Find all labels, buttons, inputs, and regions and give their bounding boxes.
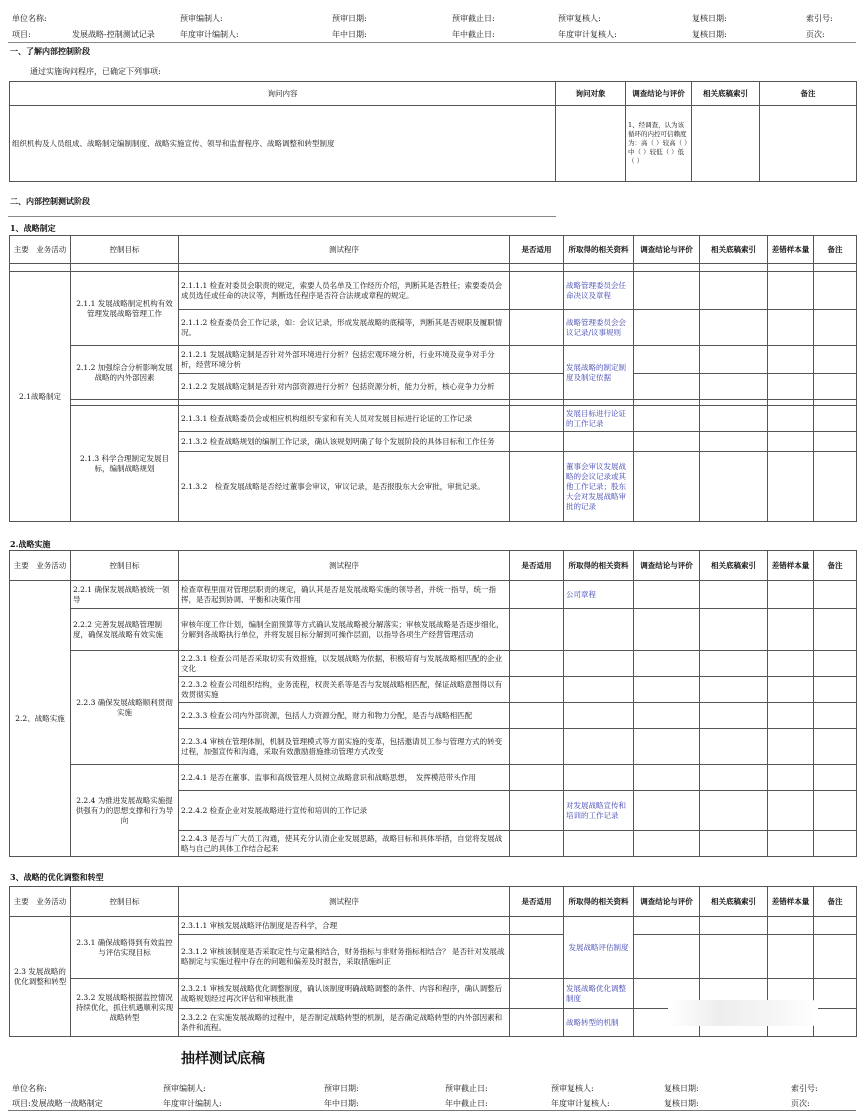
procedure-2-1-1-2: 2.1.1.2 检查委员会工作记录，如：会议记录，形成发展战略的底稿等，判断其是否规职及履职情况。 bbox=[179, 310, 510, 346]
sampling-sheet bbox=[8, 1041, 856, 1113]
col-content: 询问内容 bbox=[10, 82, 556, 106]
procedure-2-2-3-1: 2.2.3.1 检查公司是否采取切实有效措施，以发展战略为依据，积极培育与发展战略相匹配的企业文化 bbox=[179, 651, 510, 677]
procedure-2-1-1-1: 2.1.1.1 检查对委员会职责的规定，索要人员名单及工作经历介绍，判断其是否胜任；索要委员会成员选任或任命的决议等，判断选任程序是否符合法规或章程的规定。 bbox=[179, 272, 510, 310]
th-sample: 差错样本量 bbox=[768, 236, 814, 264]
inquiry-note bbox=[760, 106, 857, 182]
part1-title: 1、战略制定 bbox=[10, 223, 56, 233]
sampling-title: 抽样测试底稿 bbox=[181, 1051, 265, 1067]
th-objective: 控制目标 bbox=[71, 236, 179, 264]
footer-annual-deadline: 年中截止日: bbox=[445, 1099, 488, 1108]
footer-index-no: 索引号: bbox=[791, 1084, 818, 1093]
th-note: 备注 bbox=[814, 236, 857, 264]
th-procedure: 测试程序 bbox=[179, 551, 510, 581]
activity-2-2: 2.2、战略实施 bbox=[10, 581, 71, 857]
material-2-1-3-1: 发展目标进行论证的工作记录 bbox=[564, 406, 634, 432]
watermark bbox=[668, 1000, 818, 1026]
inquiry-conclusion: 1、经调查，认为该循环的内控可信赖度为：高（ ）较高（ ）中（ ）较低（ ）低（ ） bbox=[626, 106, 692, 182]
footer-pre-reviewer: 预审复核人: bbox=[551, 1084, 594, 1093]
material-2-3-1: 发展战略评估制度 bbox=[564, 917, 634, 979]
material-2-2-4: 对发展战略宣传和培训的工作记录 bbox=[564, 791, 634, 831]
part3-title: 3、战略的优化调整和转型 bbox=[10, 872, 104, 882]
procedure-2-2-3-4: 2.2.3.4 审核在管理体制，机制及管理模式等方面实施的变革，包括邀请员工参与管理方式的转变过程，加强宣传和沟通，采取有效激励措施推动管理方式改变 bbox=[179, 729, 510, 765]
footer-annual-reviewer: 年度审计复核人: bbox=[551, 1099, 610, 1108]
th-materials: 所取得的相关资料 bbox=[564, 887, 634, 917]
objective-2-2-1: 2.2.1 确保发展战略被统一领导 bbox=[71, 581, 179, 609]
footer-pre-preparer: 预审编制人: bbox=[163, 1084, 206, 1093]
material-2-2-1: 公司章程 bbox=[564, 581, 634, 609]
procedure-2-2-3-2: 2.2.3.2 检查公司组织结构，业务流程，权责关系等是否与发展战略相匹配，保证战略意图得以有效贯彻实施 bbox=[179, 677, 510, 703]
annual-reviewer: 年度审计复核人: bbox=[558, 30, 617, 39]
inquiry-table bbox=[9, 81, 857, 182]
material-2-3-2-2: 战略转型的机制 bbox=[564, 1009, 634, 1037]
material-2-1-1-2: 战略管理委员会会议记录/议事规则 bbox=[564, 310, 634, 346]
material-2-3-2-1: 发展战略优化调整制度 bbox=[564, 979, 634, 1009]
part2-title: 2.战略实施 bbox=[10, 539, 51, 549]
section2-title: 二、内部控制测试阶段 bbox=[10, 196, 90, 206]
th-sample: 差错样本量 bbox=[768, 887, 814, 917]
footer-pre-date: 预审日期: bbox=[324, 1084, 359, 1093]
th-note: 备注 bbox=[814, 551, 857, 581]
th-conclusion: 调查结论与评价 bbox=[634, 236, 700, 264]
footer-annual-date: 年中日期: bbox=[324, 1099, 359, 1108]
pre-deadline: 预审截止日: bbox=[452, 14, 495, 23]
footer-annual-preparer: 年度审计编制人: bbox=[163, 1099, 222, 1108]
procedure-2-3-2-1: 2.3.2.1 审核发展战略优化调整制度，确认该制度明确战略调整的条件、内容和程序，确认调整后战略规划经过再次评估和审核批准 bbox=[179, 979, 510, 1009]
th-materials: 所取得的相关资料 bbox=[564, 236, 634, 264]
unit-label: 单位名称: bbox=[12, 14, 47, 23]
procedure-2-2-4-3: 2.2.4.3 是否与广大员工沟通，使其充分认清企业发展思路，战略目标和具体举措，自觉将发展战略与自己的具体工作结合起来 bbox=[179, 831, 510, 857]
objective-2-1-2: 2.1.2 加强综合分析影响发展战略的内外部因素 bbox=[71, 346, 179, 400]
col-object: 询问对象 bbox=[556, 82, 626, 106]
th-applicable: 是否适用 bbox=[510, 887, 564, 917]
footer-project-label: 项目:发展战略一战略制定 bbox=[12, 1099, 103, 1108]
header-divider bbox=[8, 42, 856, 43]
th-applicable: 是否适用 bbox=[510, 236, 564, 264]
procedure-2-1-2-1: 2.1.2.1 发展战略定制是否针对外部环境进行分析？包括宏观环境分析，行业环境及竞争对手分析，经营环境分析 bbox=[179, 346, 510, 374]
inquiry-ref bbox=[692, 106, 760, 182]
annual-preparer: 年度审计编制人: bbox=[180, 30, 239, 39]
pre-reviewer: 预审复核人: bbox=[558, 14, 601, 23]
objective-2-2-4: 2.2.4 为推进发展战略实施提供强有力的思想支撑和行为导向 bbox=[71, 765, 179, 857]
index-no: 索引号: bbox=[806, 14, 833, 23]
th-conclusion: 调查结论与评价 bbox=[634, 887, 700, 917]
annual-deadline: 年中截止日: bbox=[452, 30, 495, 39]
th-procedure: 测试程序 bbox=[179, 887, 510, 917]
footer-review-date-2: 复核日期: bbox=[664, 1099, 699, 1108]
th-activity: 主要 业务活动 bbox=[10, 887, 71, 917]
th-objective: 控制目标 bbox=[71, 887, 179, 917]
project-label: 项目: bbox=[12, 30, 31, 39]
pre-date: 预审日期: bbox=[332, 14, 367, 23]
th-applicable: 是否适用 bbox=[510, 551, 564, 581]
procedure-2-3-1-2: 2.3.1.2 审核该制度是否采取定性与定量相结合，财务指标与非财务指标相结合？ 是否针对发展战略制定与实施过程中存在的问题和偏差及时报告，采取措施纠正 bbox=[179, 935, 510, 979]
section1-title: 一、了解内部控制阶段 bbox=[10, 46, 90, 56]
objective-2-1-3: 2.1.3 科学合理制定发展目标，编制战略规划 bbox=[71, 406, 179, 522]
objective-2-2-2: 2.2.2 完善发展战略管理制度，确保发展战略有效实施 bbox=[71, 609, 179, 651]
project-value: 发展战略-控制测试记录 bbox=[72, 30, 155, 39]
objective-2-2-3: 2.2.3 确保发展战略顺利贯彻实施 bbox=[71, 651, 179, 765]
procedure-2-2-4-2: 2.2.4.2 检查企业对发展战略进行宣传和培训的工作记录 bbox=[179, 791, 510, 831]
review-date-2: 复核日期: bbox=[692, 30, 727, 39]
th-objective: 控制目标 bbox=[71, 551, 179, 581]
objective-2-3-2: 2.3.2 发展战略根据监控情况持续优化，抓住机遇顺利实现战略转型 bbox=[71, 979, 179, 1037]
th-conclusion: 调查结论与评价 bbox=[634, 551, 700, 581]
strategy-implementation-table bbox=[9, 550, 857, 857]
footer-page-no: 页次: bbox=[791, 1099, 810, 1108]
th-procedure: 测试程序 bbox=[179, 236, 510, 264]
th-sample: 差错样本量 bbox=[768, 551, 814, 581]
inquiry-content: 组织机构及人员组成、战略制定编制制度、战略实施宣传、领导和监督程序、战略调整和转型制度 bbox=[10, 106, 556, 182]
footer-pre-deadline: 预审截止日: bbox=[445, 1084, 488, 1093]
procedure-2-2-1: 检查章程里面对管理层职责的规定，确认其是否是发展战略实施的领导者，并统一指导，统一指挥，是否起到协调、平衡和决策作用 bbox=[179, 581, 510, 609]
procedure-2-2-3-3: 2.2.3.3 检查公司内外部资源，包括人力资源分配，财力和物力分配，是否与战略相匹配 bbox=[179, 703, 510, 729]
procedure-2-1-3-2a: 2.1.3.2 检查战略规划的编制工作记录，确认该规划明确了每个发展阶段的具体目标和工作任务 bbox=[179, 432, 510, 452]
activity-2-1: 2.1战略制定 bbox=[10, 272, 71, 522]
review-date: 复核日期: bbox=[692, 14, 727, 23]
th-activity: 主要 业务活动 bbox=[10, 236, 71, 264]
footer-unit-label: 单位名称: bbox=[12, 1084, 47, 1093]
page-no: 页次: bbox=[806, 30, 825, 39]
footer-divider bbox=[8, 1110, 856, 1111]
th-materials: 所取得的相关资料 bbox=[564, 551, 634, 581]
section1-intro: 通过实施询问程序，已确定下列事项: bbox=[30, 67, 161, 76]
th-ref: 相关底稿索引 bbox=[700, 887, 768, 917]
pre-preparer: 预审编制人: bbox=[180, 14, 223, 23]
procedure-2-3-2-2: 2.3.2.2 在实施发展战略的过程中，是否制定战略转型的机制，是否确定战略转型的内外部因素和条件和流程。 bbox=[179, 1009, 510, 1037]
procedure-2-1-2-2: 2.1.2.2 发展战略定制是否针对内部资源进行分析？包括资源分析，能力分析，核心竞争力分析 bbox=[179, 374, 510, 400]
procedure-2-2-2: 审核年度工作计划，编制全面预算等方式确认发展战略被分解落实；审核发展战略是否逐步细化，分解到各战略执行单位，并将发展目标分解到可操作层面，以指导各项生产经营管理活动 bbox=[179, 609, 510, 651]
objective-2-1-1: 2.1.1 发展战略制定机构有效管理发展战略管理工作 bbox=[71, 272, 179, 346]
th-note: 备注 bbox=[814, 887, 857, 917]
col-ref: 相关底稿索引 bbox=[692, 82, 760, 106]
material-2-1-1-1: 战略管理委员会任命决议及章程 bbox=[564, 272, 634, 310]
material-2-1-2: 发展战略的制定制度及制定依据 bbox=[564, 346, 634, 400]
inquiry-object bbox=[556, 106, 626, 182]
footer-review-date: 复核日期: bbox=[664, 1084, 699, 1093]
section2-divider bbox=[8, 216, 556, 217]
th-ref: 相关底稿索引 bbox=[700, 236, 768, 264]
procedure-2-2-4-1: 2.2.4.1 是否在董事、监事和高级管理人员树立战略意识和战略思想， 发挥模范带头作用 bbox=[179, 765, 510, 791]
th-activity: 主要 业务活动 bbox=[10, 551, 71, 581]
procedure-2-1-3-1: 2.1.3.1 检查战略委员会或相应机构组织专家和有关人员对发展目标进行论证的工作记录 bbox=[179, 406, 510, 432]
procedure-2-3-1-1: 2.3.1.1 审核发展战略评估制度是否科学，合理 bbox=[179, 917, 510, 935]
th-ref: 相关底稿索引 bbox=[700, 551, 768, 581]
material-2-1-3-2: 董事会审议发展战略的会议记录或其他工作记录；股东大会对发展战略审批的记录 bbox=[564, 452, 634, 522]
strategy-formulation-table bbox=[9, 235, 857, 522]
col-conclusion: 调查结论与评价 bbox=[626, 82, 692, 106]
procedure-2-1-3-2b: 2.1.3.2 检查发展战略是否经过董事会审议，审议记录，是否报股东大会审批，审批记录。 bbox=[179, 452, 510, 522]
annual-date: 年中日期: bbox=[332, 30, 367, 39]
objective-2-3-1: 2.3.1 确保战略得到有效监控与评估实现目标 bbox=[71, 917, 179, 979]
activity-2-3: 2.3 发展战略的优化调整和转型 bbox=[10, 917, 71, 1037]
col-note: 备注 bbox=[760, 82, 857, 106]
